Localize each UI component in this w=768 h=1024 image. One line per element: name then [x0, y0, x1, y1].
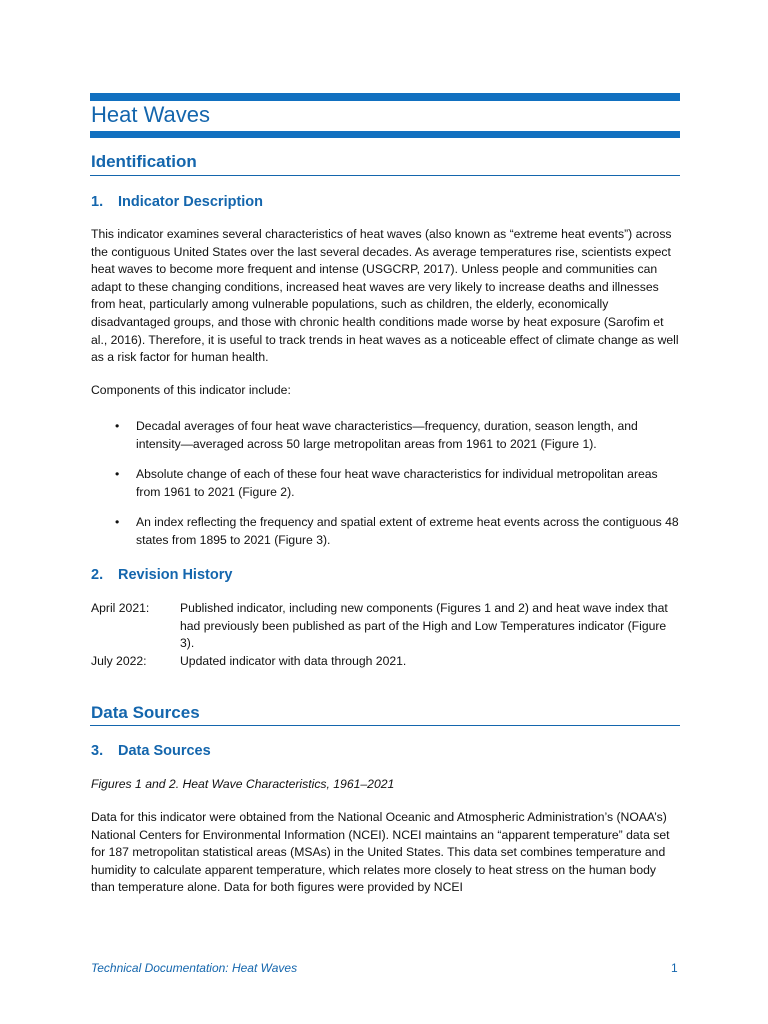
paragraph-text: Components of this indicator include: [91, 383, 291, 397]
revision-row [91, 653, 681, 671]
section-heading-identification: Identification [91, 152, 197, 171]
subsection-heading-data-sources [91, 741, 211, 761]
subsection-heading-indicator-description [91, 192, 263, 212]
data-sources-paragraph [91, 809, 681, 897]
title-top-rule [90, 93, 680, 101]
subsection-title: Revision History [118, 567, 233, 583]
list-item [91, 418, 681, 453]
bullet-marker: • [115, 419, 120, 433]
section-rule-data-sources [90, 725, 680, 726]
revision-text: Updated indicator with data through 2021. [180, 653, 407, 668]
page-title: Heat Waves [91, 102, 211, 127]
subsection-title: Indicator Description [118, 194, 264, 210]
list-item [91, 514, 681, 549]
subsection-number: 3. [91, 743, 104, 759]
section-heading-data-sources: Data Sources [91, 703, 200, 722]
components-intro [91, 382, 681, 400]
list-item-text: Decadal averages of four heat wave characteristics—frequency, duration, season length, and intensity—averaged across 50 large metropolitan areas from 1961 to 2021 (Figure 1). [136, 419, 638, 451]
subsection-title: Data Sources [118, 743, 211, 759]
list-item [91, 466, 681, 501]
revision-history-table [91, 600, 681, 670]
subsection-heading-revision-history [91, 565, 232, 585]
footer-document-title: Technical Documentation: Heat Waves [91, 961, 298, 975]
list-item-text: Absolute change of each of these four heat wave characteristics for individual metropolitan areas from 1961 to 2021 (Figure 2). [136, 467, 658, 499]
revision-date: April 2021: [91, 601, 150, 615]
paragraph-text: This indicator examines several characteristics of heat waves (also known as “extreme heat events”) across the contiguous United States over the last several decades. As average temperatures rise, scientists expect heat waves to become more frequent and intense (USGCRP, 2017). Unless people and communities can adapt to these changing conditions, increased heat waves are very likely to increase deaths and illnesses from heat, particularly among vulnerable populations, such as children, the elderly, economically disadvantaged groups, and those with chronic health conditions made worse by heat exposure (Sarofim et al., 2016). Therefore, it is useful to track trends in heat waves as a noticeable effect of climate change as well as a risk factor for human health. [91, 227, 679, 365]
figure-caption: Figures 1 and 2. Heat Wave Characteristics, 1961–2021 [91, 777, 395, 791]
section-rule-identification [90, 175, 680, 176]
components-list [91, 418, 681, 563]
title-bottom-rule [90, 131, 680, 138]
revision-row [91, 600, 681, 653]
list-item-text: An index reflecting the frequency and spatial extent of extreme heat events across the contiguous 48 states from 1895 to 2021 (Figure 3). [136, 515, 679, 547]
indicator-description-paragraph [91, 226, 681, 367]
footer-page-number: 1 [671, 961, 678, 975]
bullet-marker: • [115, 467, 120, 482]
revision-text: Published indicator, including new components (Figures 1 and 2) and heat wave index that had previously been published as part of the High and Low Temperatures indicator (Figure 3). [180, 601, 668, 651]
bullet-marker: • [115, 515, 120, 530]
revision-date: July 2022: [91, 653, 147, 668]
subsection-number: 1. [91, 194, 104, 210]
subsection-number: 2. [91, 567, 104, 583]
paragraph-text: Data for this indicator were obtained from the National Oceanic and Atmospheric Administration’s (NOAA’s) National Centers for Environmental Information (NCEI). NCEI maintains an “apparent temperature” data set for 187 metropolitan statistical areas (MSAs) in the United States. This data set combines temperature and humidity to calculate apparent temperature, which relates more closely to heat stress on the human body than temperature alone. Data for both figures were provided by NCEI [91, 810, 670, 895]
